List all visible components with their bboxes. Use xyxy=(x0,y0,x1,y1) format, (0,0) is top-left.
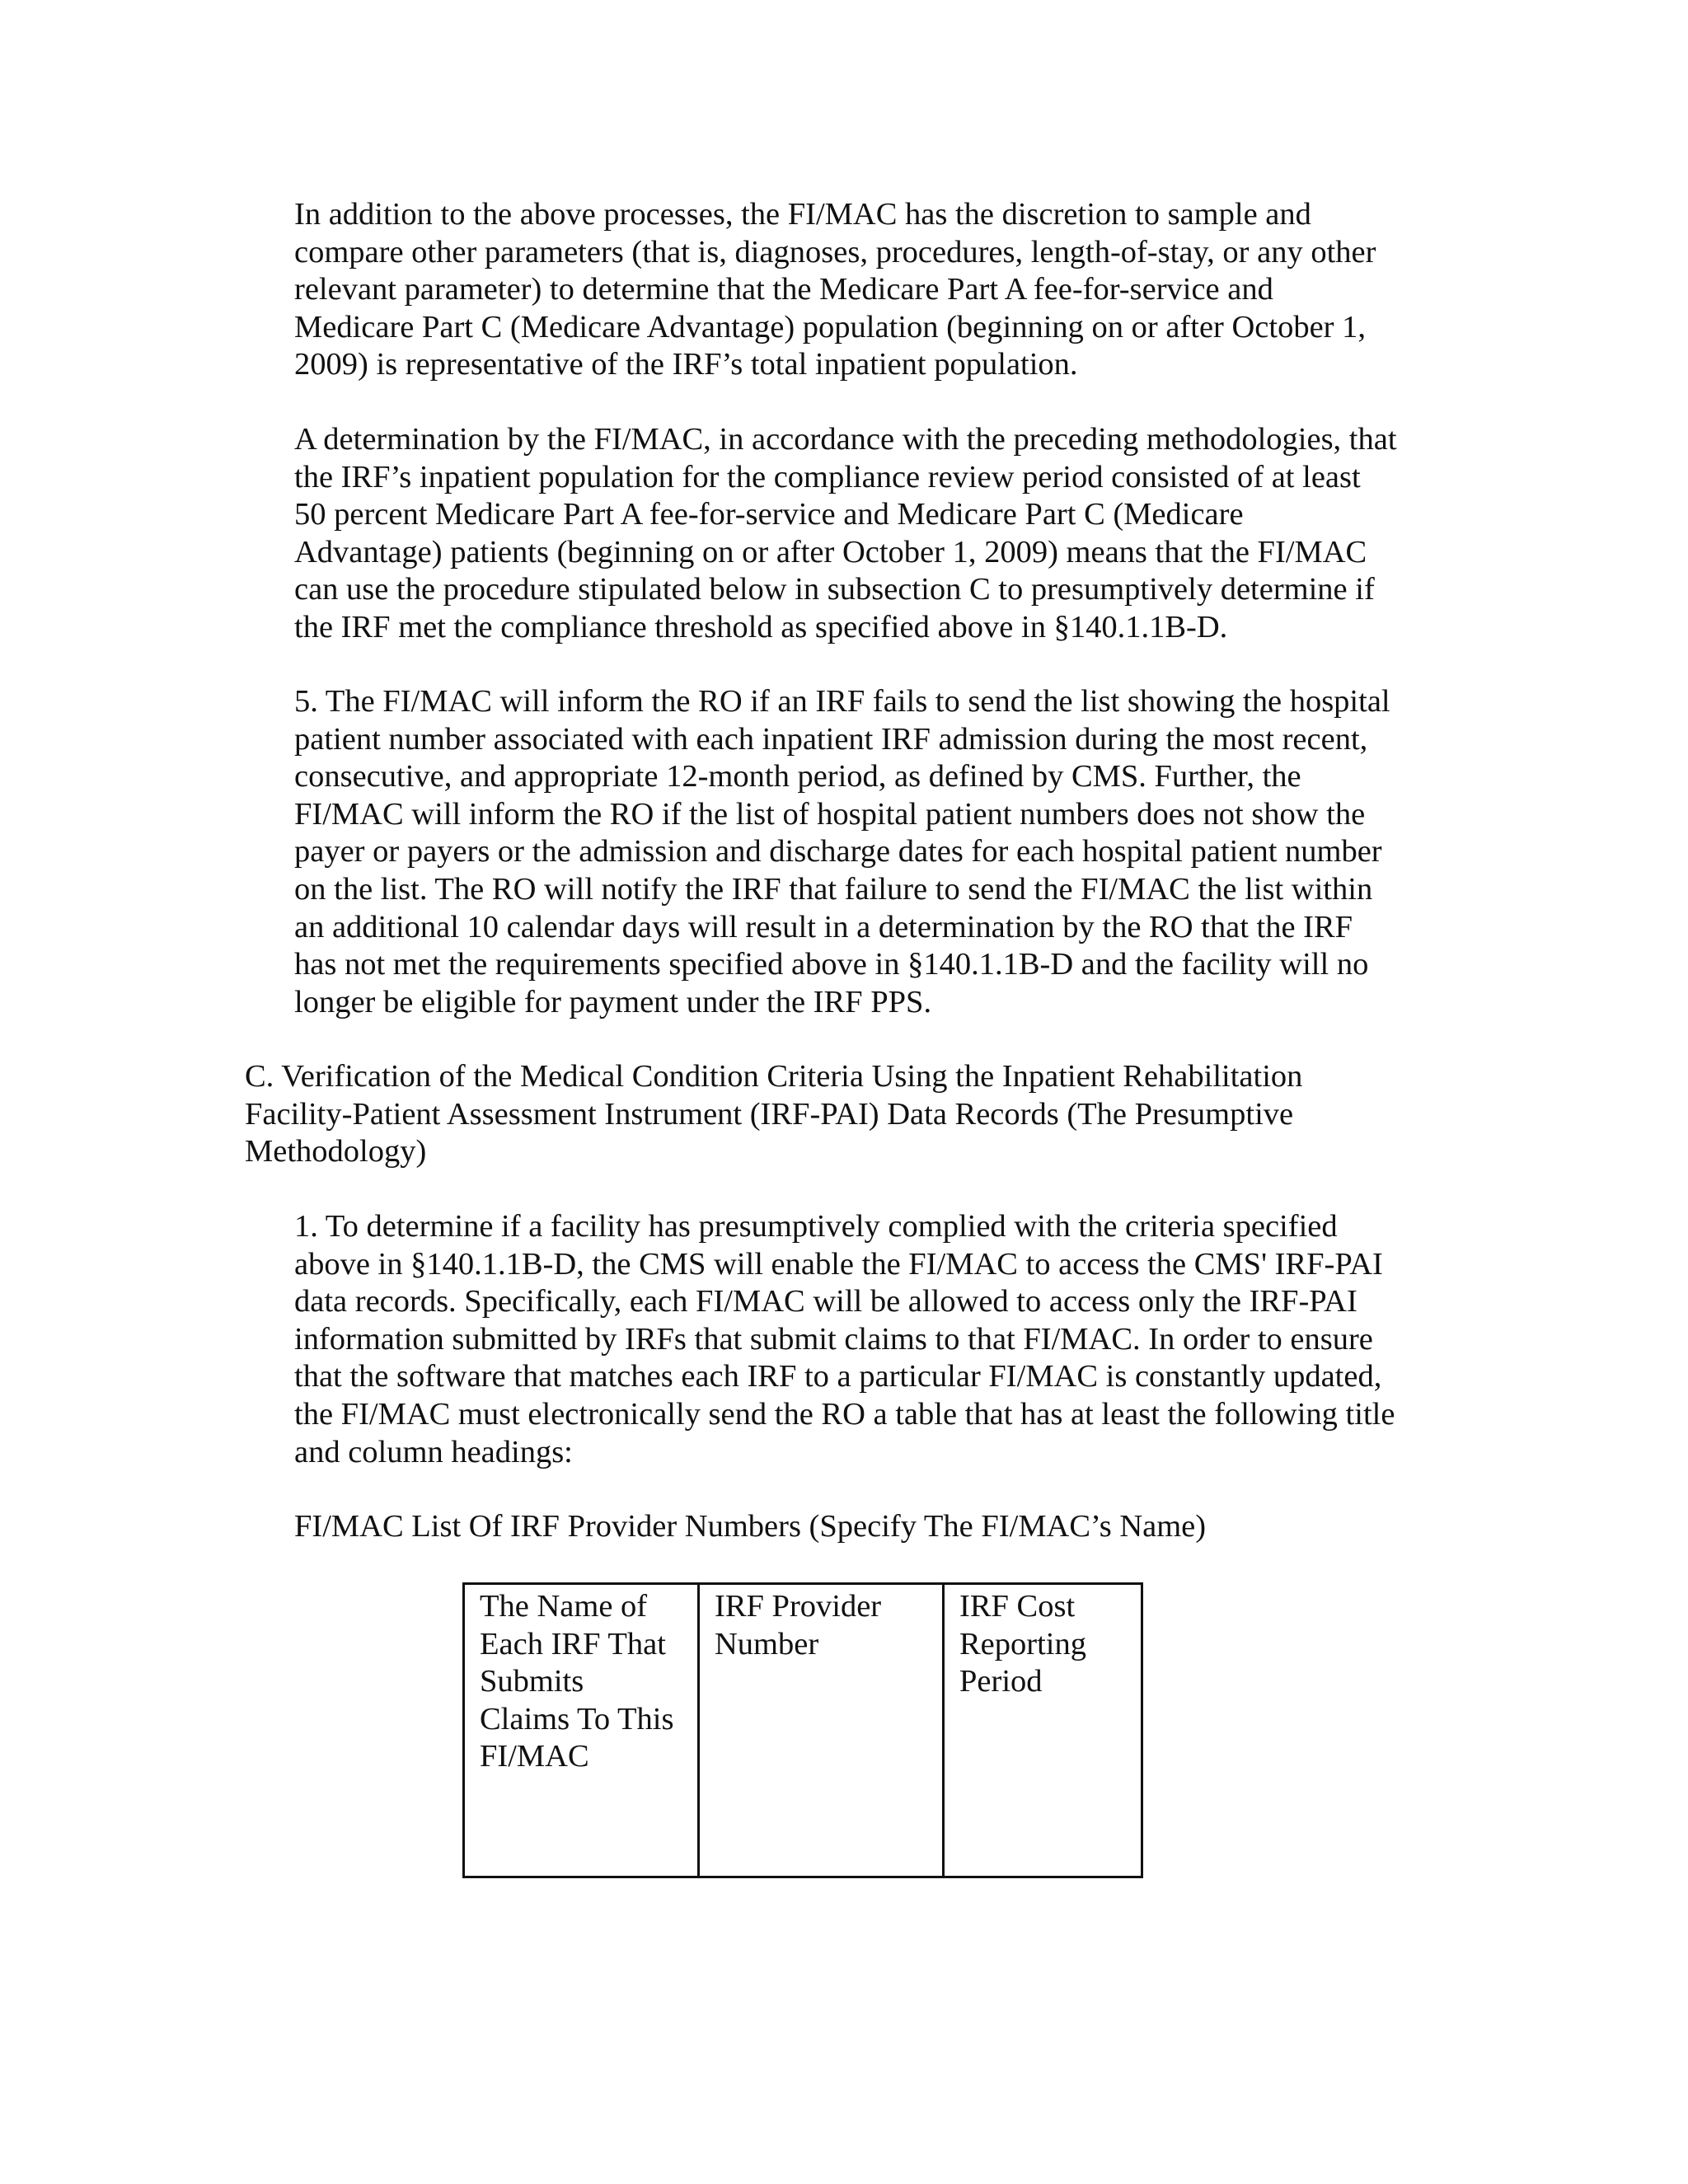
text-line: above in §140.1.1B-D, the CMS will enable the FI/MAC to access the CMS' IRF-PAI xyxy=(294,1246,1383,1282)
text-line: 50 percent Medicare Part A fee-for-service and Medicare Part C (Medicare xyxy=(294,497,1244,532)
text-line: payer or payers or the admission and discharge dates for each hospital patient number xyxy=(294,834,1382,869)
header-cost-reporting-period xyxy=(944,1584,1142,1877)
text-line: A determination by the FI/MAC, in accordance with the preceding methodologies, that xyxy=(294,422,1397,457)
cell-text: IRF Provider xyxy=(715,1589,882,1624)
text-line: can use the procedure stipulated below in subsection C to presumptively determine if xyxy=(294,572,1375,607)
text-line: 5. The FI/MAC will inform the RO if an IRF fails to send the list showing the hospital xyxy=(294,684,1390,719)
text-line: 2009) is representative of the IRF’s total inpatient population. xyxy=(294,347,1078,382)
text-line: that the software that matches each IRF to a particular FI/MAC is constantly updated, xyxy=(294,1359,1382,1394)
paragraph-fi-mac-discretion xyxy=(294,196,1376,384)
text-line: Methodology) xyxy=(245,1134,427,1169)
text-line: Facility-Patient Assessment Instrument (IRF-PAI) Data Records (The Presumptive xyxy=(245,1096,1294,1132)
cell-text: IRF Cost xyxy=(959,1589,1076,1624)
text-line: consecutive, and appropriate 12-month period, as defined by CMS. Further, the xyxy=(294,759,1301,794)
header-irf-name xyxy=(464,1584,699,1877)
text-line: C. Verification of the Medical Condition Criteria Using the Inpatient Rehabilitation xyxy=(245,1059,1303,1094)
text-line: In addition to the above processes, the FI/MAC has the discretion to sample and xyxy=(294,197,1311,232)
cell-text: Number xyxy=(715,1626,819,1661)
section-c-heading xyxy=(245,1058,1302,1171)
text-line: longer be eligible for payment under the IRF PPS. xyxy=(294,984,932,1019)
text-line: information submitted by IRFs that submit claims to that FI/MAC. In order to ensure xyxy=(294,1321,1373,1357)
text-line: on the list. The RO will notify the IRF that failure to send the FI/MAC the list within xyxy=(294,871,1373,907)
paragraph-determination xyxy=(294,421,1397,647)
table-row xyxy=(464,1584,1142,1877)
table-title xyxy=(294,1508,1206,1546)
header-provider-number xyxy=(699,1584,944,1877)
cell-text: FI/MAC xyxy=(480,1739,589,1774)
text-line: Advantage) patients (beginning on or after October 1, 2009) means that the FI/MAC xyxy=(294,534,1367,569)
cell-text: Each IRF That xyxy=(480,1626,666,1661)
text-line: the FI/MAC must electronically send the RO a table that has at least the following title xyxy=(294,1396,1395,1432)
cell-text: Claims To This xyxy=(480,1701,674,1736)
text-line: relevant parameter) to determine that the Medicare Part A fee-for-service and xyxy=(294,272,1273,307)
cell-text: Period xyxy=(959,1664,1043,1699)
text-line: and column headings: xyxy=(294,1434,573,1469)
cell-text: Submits xyxy=(480,1664,584,1699)
text-line: the IRF’s inpatient population for the compliance review period consisted of at least xyxy=(294,459,1361,494)
text-line: has not met the requirements specified above in §140.1.1B-D and the facility will no xyxy=(294,947,1369,982)
text-line: FI/MAC List Of IRF Provider Numbers (Specify The FI/MAC’s Name) xyxy=(294,1509,1207,1544)
text-line: 1. To determine if a facility has presumptively complied with the criteria specified xyxy=(294,1209,1338,1244)
text-line: the IRF met the compliance threshold as specified above in §140.1.1B-D. xyxy=(294,609,1228,644)
irf-provider-table xyxy=(462,1582,1143,1878)
cell-text: The Name of xyxy=(480,1589,648,1624)
text-line: FI/MAC will inform the RO if the list of hospital patient numbers does not show the xyxy=(294,796,1366,832)
paragraph-item-5 xyxy=(294,683,1390,1021)
text-line: an additional 10 calendar days will result in a determination by the RO that the IRF xyxy=(294,909,1353,944)
text-line: Medicare Part C (Medicare Advantage) population (beginning on or after October 1, xyxy=(294,309,1366,344)
text-line: data records. Specifically, each FI/MAC will be allowed to access only the IRF-PAI xyxy=(294,1284,1357,1319)
cell-text: Reporting xyxy=(959,1626,1086,1661)
text-line: patient number associated with each inpatient IRF admission during the most recent, xyxy=(294,721,1368,757)
paragraph-item-1 xyxy=(294,1208,1395,1471)
text-line: compare other parameters (that is, diagnoses, procedures, length-of-stay, or any other xyxy=(294,234,1376,269)
